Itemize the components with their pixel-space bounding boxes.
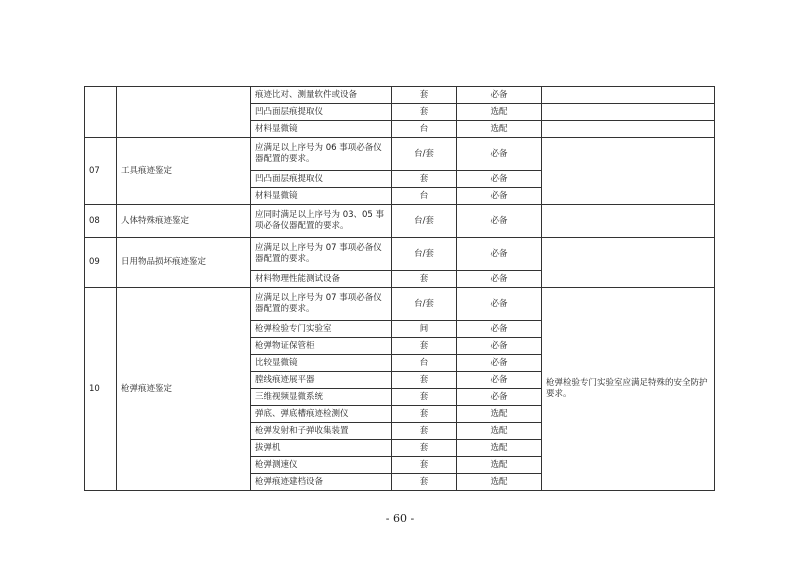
req-cell: 选配 <box>457 440 542 457</box>
req-cell: 必备 <box>457 389 542 406</box>
item-cell: 三维视频显微系统 <box>251 389 392 406</box>
code-cell: 10 <box>85 288 117 491</box>
remark-cell <box>542 104 715 121</box>
item-cell: 材料显微镜 <box>251 121 392 138</box>
remark-cell <box>542 238 715 288</box>
item-cell: 应同时满足以上序号为 03、05 事项必备仪器配置的要求。 <box>251 205 392 238</box>
unit-cell: 套 <box>392 171 457 188</box>
req-cell: 必备 <box>457 205 542 238</box>
code-cell: 07 <box>85 138 117 205</box>
unit-cell: 台 <box>392 188 457 205</box>
page-number: - 60 - <box>385 512 415 525</box>
item-cell: 枪弹发射和子弹收集装置 <box>251 423 392 440</box>
table-row <box>85 138 715 171</box>
req-cell: 必备 <box>457 188 542 205</box>
unit-cell: 台/套 <box>392 138 457 171</box>
unit-cell: 套 <box>392 104 457 121</box>
req-cell: 必备 <box>457 238 542 271</box>
item-cell: 比较显微镜 <box>251 355 392 372</box>
req-cell: 必备 <box>457 355 542 372</box>
req-cell: 必备 <box>457 372 542 389</box>
unit-cell: 台/套 <box>392 288 457 321</box>
unit-cell: 间 <box>392 321 457 338</box>
req-cell: 必备 <box>457 288 542 321</box>
table-row <box>85 205 715 238</box>
item-cell: 弹底、弹底槽痕迹检测仪 <box>251 406 392 423</box>
unit-cell: 台/套 <box>392 238 457 271</box>
unit-cell: 套 <box>392 423 457 440</box>
table-row <box>85 288 715 321</box>
req-cell: 选配 <box>457 457 542 474</box>
code-cell: 08 <box>85 205 117 238</box>
name-cell <box>117 87 251 138</box>
req-cell: 必备 <box>457 87 542 104</box>
item-cell: 应满足以上序号为 06 事项必备仪器配置的要求。 <box>251 138 392 171</box>
req-cell: 必备 <box>457 138 542 171</box>
table-row <box>85 238 715 271</box>
item-cell: 材料物理性能测试设备 <box>251 271 392 288</box>
req-cell: 选配 <box>457 406 542 423</box>
req-cell: 必备 <box>457 271 542 288</box>
item-cell: 膛线痕迹展平器 <box>251 372 392 389</box>
unit-cell: 套 <box>392 457 457 474</box>
req-cell: 必备 <box>457 321 542 338</box>
name-cell: 枪弹痕迹鉴定 <box>117 288 251 491</box>
unit-cell: 套 <box>392 440 457 457</box>
unit-cell: 套 <box>392 372 457 389</box>
item-cell: 应满足以上序号为 07 事项必备仪器配置的要求。 <box>251 238 392 271</box>
item-cell: 痕迹比对、测量软件或设备 <box>251 87 392 104</box>
table-row <box>85 87 715 104</box>
item-cell: 拔弹机 <box>251 440 392 457</box>
unit-cell: 套 <box>392 338 457 355</box>
item-cell: 枪弹物证保管柜 <box>251 338 392 355</box>
item-cell: 凹凸面层痕提取仪 <box>251 171 392 188</box>
unit-cell: 台 <box>392 355 457 372</box>
req-cell: 必备 <box>457 171 542 188</box>
unit-cell: 台 <box>392 121 457 138</box>
item-cell: 应满足以上序号为 07 事项必备仪器配置的要求。 <box>251 288 392 321</box>
unit-cell: 套 <box>392 389 457 406</box>
req-cell: 选配 <box>457 121 542 138</box>
req-cell: 选配 <box>457 474 542 491</box>
req-cell: 必备 <box>457 338 542 355</box>
item-cell: 材料显微镜 <box>251 188 392 205</box>
req-cell: 选配 <box>457 423 542 440</box>
item-cell: 凹凸面层痕提取仪 <box>251 104 392 121</box>
item-cell: 枪弹检验专门实验室 <box>251 321 392 338</box>
item-cell: 枪弹测速仪 <box>251 457 392 474</box>
req-cell: 选配 <box>457 104 542 121</box>
unit-cell: 套 <box>392 474 457 491</box>
unit-cell: 套 <box>392 406 457 423</box>
name-cell: 人体特殊痕迹鉴定 <box>117 205 251 238</box>
unit-cell: 台/套 <box>392 205 457 238</box>
equipment-table <box>84 86 715 491</box>
code-cell: 09 <box>85 238 117 288</box>
remark-cell <box>542 205 715 238</box>
name-cell: 工具痕迹鉴定 <box>117 138 251 205</box>
unit-cell: 套 <box>392 87 457 104</box>
item-cell: 枪弹痕迹建档设备 <box>251 474 392 491</box>
remark-cell: 枪弹检验专门实验室应满足特殊的安全防护要求。 <box>542 288 715 491</box>
remark-cell <box>542 138 715 205</box>
remark-cell <box>542 87 715 104</box>
remark-cell <box>542 121 715 138</box>
name-cell: 日用物品损坏痕迹鉴定 <box>117 238 251 288</box>
code-cell <box>85 87 117 138</box>
unit-cell: 套 <box>392 271 457 288</box>
